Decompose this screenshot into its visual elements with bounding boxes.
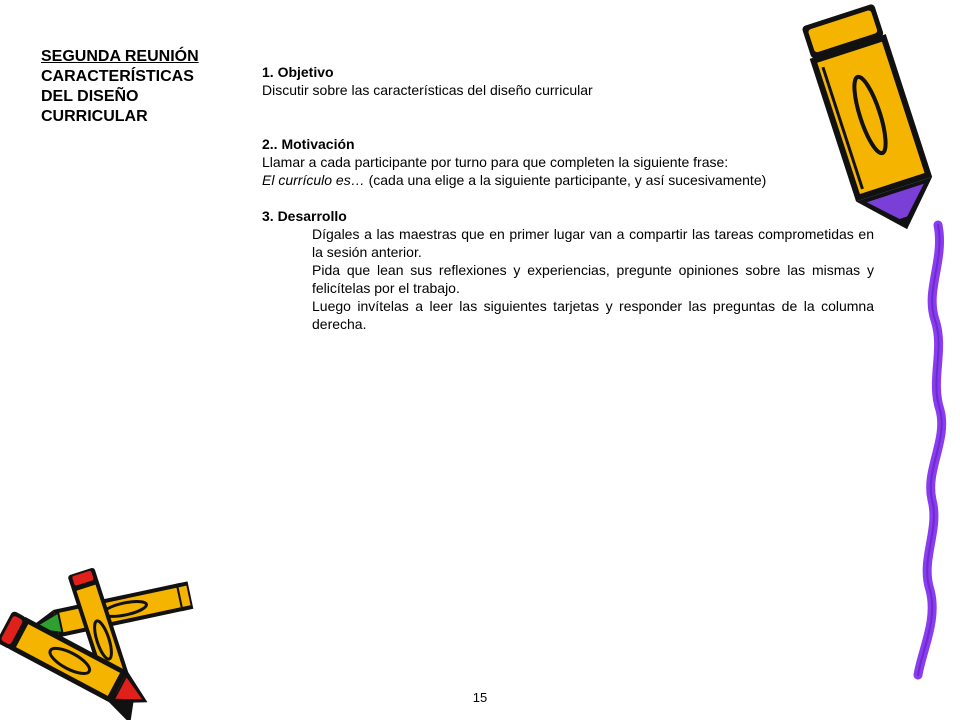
motivation-heading: 2.. Motivación xyxy=(262,136,355,152)
objective-text: Discutir sobre las características del diseño curricular xyxy=(262,82,593,98)
objective-heading: 1. Objetivo xyxy=(262,64,334,80)
development-heading: 3. Desarrollo xyxy=(262,208,347,224)
development-paragraph: Luego invítelas a leer las siguientes tarjetas y responder las preguntas de la columna derecha. xyxy=(312,298,874,332)
session-title-line: CURRICULAR xyxy=(41,108,148,125)
motivation-phrase-rest: (cada una elige a la siguiente participante, y así sucesivamente) xyxy=(364,172,767,188)
session-title-line: DEL DISEÑO xyxy=(41,88,139,105)
development-paragraph: Dígales a las maestras que en primer lugar van a compartir las tareas comprometidas en la sesión anterior. xyxy=(312,226,874,260)
motivation-phrase-italic: El currículo es… xyxy=(262,172,365,188)
development-paragraph: Pida que lean sus reflexiones y experiencias, pregunte opiniones sobre las mismas y felicítelas por el trabajo. xyxy=(312,262,874,296)
session-title-line: CARACTERÍSTICAS xyxy=(41,68,194,85)
page-number: 15 xyxy=(472,690,488,705)
motivation-text: Llamar a cada participante por turno para que completen la siguiente frase: xyxy=(262,154,729,170)
pencil-icon xyxy=(800,3,946,242)
session-title-line: SEGUNDA REUNIÓN xyxy=(41,48,199,65)
